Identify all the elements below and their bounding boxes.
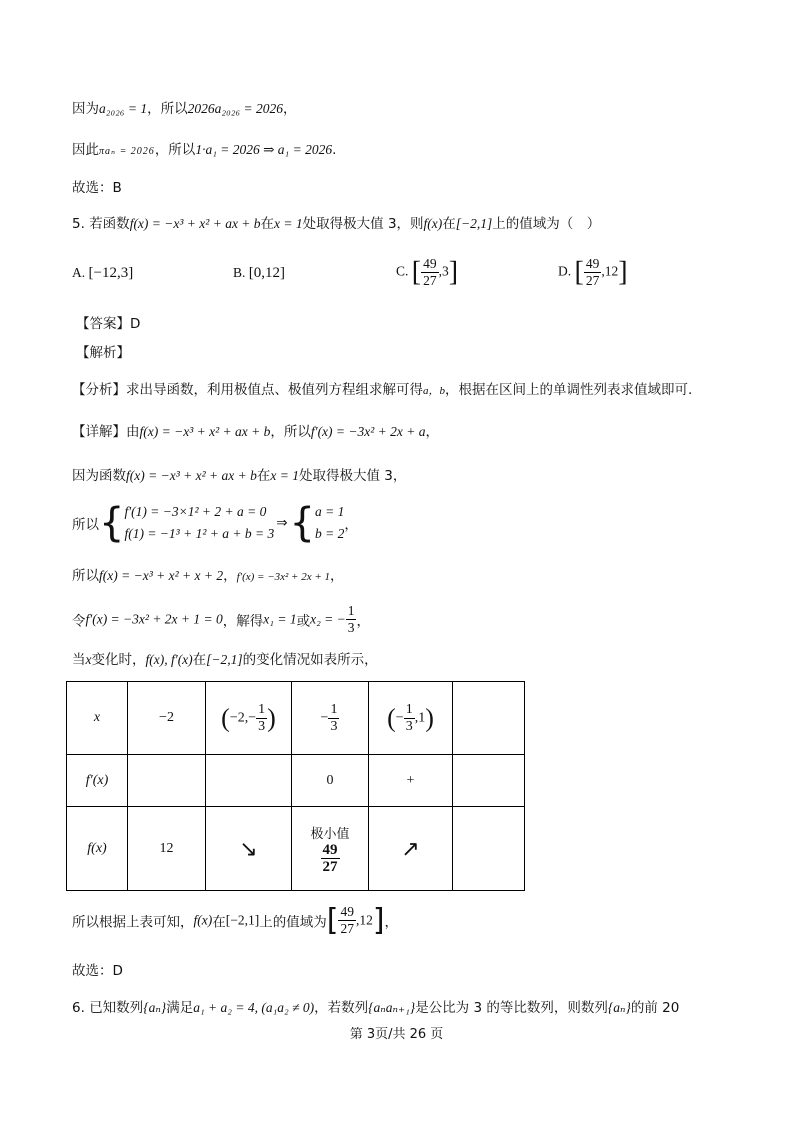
math: x = 1 (270, 468, 299, 483)
table-row-function (67, 807, 525, 891)
table-cell (453, 755, 525, 807)
arrow: ⇒ (276, 515, 288, 531)
table-cell (292, 807, 369, 891)
text: 满足 (166, 1000, 194, 1016)
math: [−2,1] (225, 912, 260, 928)
fraction (321, 842, 340, 875)
text: 所以 (72, 517, 99, 533)
text: ，所以 (147, 101, 188, 117)
math: x₁ = 1 (263, 611, 297, 627)
because-line (72, 465, 406, 487)
numerator: 1 (258, 701, 266, 717)
text: 因为函数 (72, 468, 126, 484)
bracket-left: [ (326, 903, 339, 938)
table-cell: 0 (292, 755, 369, 807)
denominator: 27 (340, 921, 354, 936)
table-cell: 12 (128, 807, 206, 891)
option-label: A. (72, 265, 86, 280)
table-cell: f′(x) (67, 755, 128, 807)
system-equations (124, 501, 274, 545)
text: ， (344, 517, 358, 533)
text: 在 (192, 652, 207, 668)
math: f′(x) = −3x² + 2x + 1 = 0 (85, 611, 223, 627)
fraction (421, 256, 439, 289)
bracket-right: ] (372, 903, 385, 938)
math: [−2,1] (455, 216, 493, 231)
decreasing-arrow-icon: ↘ (206, 807, 292, 891)
equation: f′(1) = −3×1² + 2 + a = 0 (124, 504, 267, 519)
math: x₂ = − (310, 611, 346, 627)
option-label: D. (558, 263, 572, 279)
text: 当 (72, 652, 86, 668)
table-cell: −2 (128, 682, 206, 755)
denominator: 3 (347, 620, 355, 635)
so-line (72, 565, 344, 588)
variation-table (66, 681, 525, 891)
denominator: 3 (330, 718, 338, 734)
option-label: B. (233, 265, 246, 280)
text: ，若数列 (314, 1000, 369, 1016)
analysis-line (72, 379, 692, 402)
bracket-left: [ (574, 256, 584, 288)
final-answer: 故选：D (72, 963, 123, 979)
table-cell (206, 755, 292, 807)
math: x = 1 (274, 216, 303, 231)
text: 的变化情况如表所示， (242, 652, 378, 668)
prev-answer: 故选：B (72, 180, 122, 196)
table-cell: + (369, 755, 453, 807)
text: ，所以 (154, 142, 196, 158)
text: 处取得极大值 3，则 (302, 216, 424, 232)
table-cell (453, 807, 525, 891)
math: {aₙaₙ₊₁} (368, 1000, 416, 1015)
math: a₂₀₂₆ = 1 (99, 101, 148, 116)
math-small: f′(x) = −3x² + 2x + 1 (236, 571, 331, 583)
text: ， (330, 568, 344, 584)
text: −2,− (229, 710, 257, 725)
text: 在 (256, 468, 271, 484)
conclusion-line (72, 903, 398, 938)
text: ， (223, 568, 237, 584)
equation: a = 1 (314, 504, 345, 519)
fraction (338, 904, 356, 937)
table-row-x (67, 682, 525, 755)
table-cell (369, 682, 453, 755)
text: 【分析】求出导函数，利用极值点、极值列方程组求解可得 (72, 382, 423, 398)
when-line (72, 649, 378, 671)
math: f(x) = −x³ + x² + ax + b (139, 424, 271, 439)
text: ， (283, 101, 297, 117)
option-tail: ,3 (438, 263, 449, 279)
paren-right: ) (425, 703, 434, 732)
text: 在 (260, 216, 275, 232)
math: x (85, 652, 92, 667)
numerator: 1 (330, 701, 338, 717)
text: ， (384, 914, 399, 931)
option-a (72, 265, 133, 282)
text: 变化时， (91, 652, 146, 668)
text: ，解得 (222, 613, 264, 630)
option-label: C. (396, 263, 409, 279)
option-tail: ,12 (601, 263, 619, 279)
math: a，b (423, 385, 445, 397)
numerator: 1 (405, 701, 413, 717)
prev-line-1 (72, 98, 297, 120)
text: ,12 (355, 912, 373, 928)
fraction (404, 702, 415, 735)
page-footer: 第 3页/共 26 页 (349, 1027, 444, 1042)
math: f(x) = −x³ + x² + ax + b (126, 468, 257, 483)
text: 因此 (72, 142, 99, 158)
numerator: 49 (322, 841, 338, 858)
math: 1·a₁ = 2026 ⇒ a₁ = 2026 (195, 142, 333, 157)
math: f(x) (423, 216, 443, 231)
denominator: 27 (585, 273, 600, 288)
math: f′(x) = −3x² + 2x + a (310, 424, 426, 439)
text: 所以根据上表可知， (72, 914, 194, 931)
option-value: [−12,3] (88, 265, 134, 281)
math: f(x) = −x³ + x² + ax + b (129, 216, 261, 231)
detail-line (72, 421, 439, 443)
question-6-stem (72, 997, 679, 1019)
question-5-stem (72, 213, 600, 235)
answer-tag: 【答案】D (76, 316, 141, 332)
text: ，根据在区间上的单调性列表求值域即可. (445, 382, 693, 398)
option-c (396, 256, 458, 289)
text: 在 (212, 914, 226, 931)
denominator: 3 (405, 718, 413, 734)
paren-left: ( (387, 703, 396, 732)
text: 【详解】由 (72, 424, 140, 440)
bracket-right: ] (448, 256, 459, 288)
option-b (233, 265, 285, 282)
math: [−2,1] (206, 652, 243, 667)
numerator: 49 (423, 256, 437, 271)
text: . (332, 142, 337, 158)
table-cell (292, 682, 369, 755)
text: 因为 (72, 101, 99, 117)
bracket-left: [ (411, 256, 422, 288)
brace-right-system: { (289, 500, 315, 546)
text: 上的值域为（ ） (492, 216, 601, 232)
question-number: 6. (72, 1000, 85, 1016)
prev-line-2 (72, 139, 336, 163)
math-small: πaₙ = 2026 (99, 146, 155, 157)
text: 或 (296, 613, 311, 630)
math: a₁ + a₂ = 4, (a₁a₂ ≠ 0) (193, 1000, 315, 1015)
denominator: 27 (423, 273, 437, 288)
system-results (315, 501, 344, 545)
paren-right: ) (267, 703, 276, 732)
increasing-arrow-icon: ↗ (369, 807, 453, 891)
option-d (558, 256, 628, 289)
question-number: 5. (72, 216, 85, 232)
text: 所以 (72, 568, 99, 584)
min-value-label: 极小值 (310, 826, 350, 842)
fraction (328, 702, 339, 735)
equation: f(1) = −1³ + 1² + a + b = 3 (124, 526, 275, 541)
text: 在 (442, 216, 456, 232)
text: ，所以 (270, 424, 311, 440)
numerator: 1 (347, 603, 355, 618)
brace-left: { (99, 500, 125, 546)
analysis-tag: 【解析】 (76, 345, 130, 361)
fraction (584, 256, 602, 289)
table-cell: x (67, 682, 128, 755)
system-line (72, 500, 358, 546)
math: {aₙ} (607, 1000, 631, 1015)
table-cell: f(x) (67, 807, 128, 891)
math: {aₙ} (143, 1000, 167, 1015)
text: ， (356, 613, 370, 630)
text: − (320, 710, 329, 725)
fraction (256, 702, 267, 735)
text: 是公比为 3 的等比数列，则数列 (415, 1000, 608, 1016)
table-cell (206, 682, 292, 755)
text: − (395, 710, 404, 725)
denominator: 3 (258, 718, 266, 734)
equation: b = 2 (314, 526, 345, 541)
math: f(x), f′(x) (145, 652, 193, 667)
numerator: 49 (340, 904, 354, 919)
text: 的前 20 (630, 1000, 680, 1016)
text: 令 (72, 613, 86, 630)
text: 若函数 (89, 216, 130, 232)
paren-left: ( (221, 703, 230, 732)
text: ,1 (414, 710, 426, 725)
bracket-right: ] (618, 256, 628, 288)
math: f(x) (193, 912, 213, 928)
math: 2026a₂₀₂₆ = 2026 (187, 101, 284, 116)
fraction (346, 603, 357, 636)
denominator: 27 (322, 858, 338, 875)
text: 处取得极大值 3， (298, 468, 407, 484)
math: f(x) = −x³ + x² + x + 2 (99, 568, 224, 583)
numerator: 49 (585, 256, 600, 271)
text: 已知数列 (89, 1000, 144, 1016)
table-row-derivative (67, 755, 525, 807)
let-line (72, 603, 370, 636)
option-value: [0,12] (248, 265, 286, 281)
text: 上的值域为 (259, 914, 327, 931)
table-cell (128, 755, 206, 807)
text: ， (425, 424, 440, 440)
table-cell (453, 682, 525, 755)
